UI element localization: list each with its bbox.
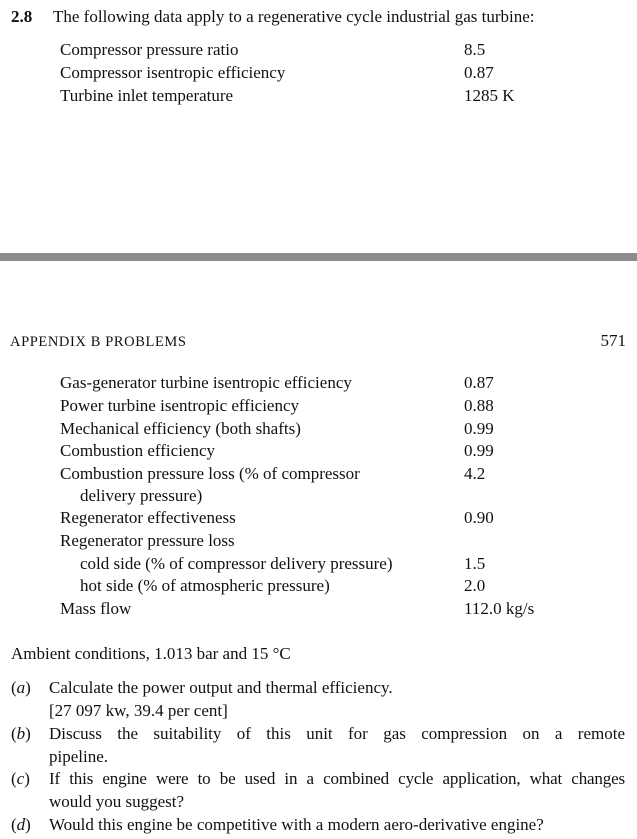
data-label: hot side (% of atmospheric pressure) [80, 576, 330, 595]
data-value: 112.0 kg/s [464, 599, 535, 618]
question-marker: (c) [11, 769, 30, 788]
data-value: 2.0 [464, 576, 486, 595]
data-value: 4.2 [464, 464, 486, 483]
data-row [60, 418, 620, 441]
data-label: Compressor pressure ratio [60, 40, 239, 59]
data-row-continued [80, 485, 637, 508]
data-row [60, 575, 620, 598]
data-value: 1.5 [464, 554, 486, 573]
question-text [49, 768, 625, 813]
question-answer: [27 097 kw, 39.4 per cent] [49, 700, 228, 720]
question-text [49, 814, 625, 837]
data-row [60, 62, 620, 85]
data-row [60, 553, 620, 576]
data-label: Power turbine isentropic efficiency [60, 396, 300, 415]
data-row [60, 530, 620, 553]
data-row [60, 85, 620, 108]
data-row [60, 598, 620, 621]
problem-number: 2.8 [11, 7, 33, 26]
data-row [60, 507, 620, 530]
data-label: Combustion pressure loss (% of compressor [60, 464, 360, 483]
question-line: Calculate the power output and thermal efficiency. [49, 678, 393, 697]
data-value: 0.87 [464, 63, 494, 82]
data-value: 0.99 [464, 441, 494, 460]
data-label: Mass flow [60, 599, 132, 618]
data-label: Gas-generator turbine isentropic efficiency [60, 373, 352, 392]
data-label: Turbine inlet temperature [60, 86, 234, 105]
question-marker: (b) [11, 724, 31, 743]
data-row [60, 463, 620, 486]
data-row [60, 39, 620, 62]
question-line: would you suggest? [49, 791, 185, 811]
data-value: 0.87 [464, 373, 494, 392]
data-value: 0.90 [464, 508, 494, 527]
data-value: 1285 K [464, 86, 515, 105]
question-marker: (a) [11, 678, 31, 697]
data-label: Mechanical efficiency (both shafts) [60, 419, 301, 438]
data-label: delivery pressure) [80, 486, 203, 505]
data-value: 0.99 [464, 419, 494, 438]
data-row [60, 440, 620, 463]
data-value: 8.5 [464, 40, 486, 59]
question-line: If this engine were to be used in a combined cycle application, what changes [49, 769, 625, 788]
question-line: Discuss the suitability of this unit for gas compression on a remote [49, 724, 625, 743]
data-label: Combustion efficiency [60, 441, 216, 460]
question-text [49, 677, 625, 722]
data-label: Regenerator pressure loss [60, 531, 235, 550]
data-label: Regenerator effectiveness [60, 508, 236, 527]
ambient-conditions: Ambient conditions, 1.013 bar and 15 °C [11, 644, 291, 663]
data-label: cold side (% of compressor delivery pressure) [80, 554, 393, 573]
question-line: Would this engine be competitive with a modern aero-derivative engine? [49, 815, 544, 834]
question-line: pipeline. [49, 746, 109, 766]
data-row [60, 395, 620, 418]
data-value: 0.88 [464, 396, 494, 415]
running-head: APPENDIX B PROBLEMS [10, 334, 187, 350]
data-label: Compressor isentropic efficiency [60, 63, 286, 82]
page-break-divider [0, 253, 637, 261]
question-text [49, 723, 625, 768]
question-marker: (d) [11, 815, 31, 834]
page-number: 571 [600, 331, 626, 350]
problem-intro: The following data apply to a regenerative cycle industrial gas turbine: [53, 7, 535, 26]
data-row [60, 372, 620, 395]
